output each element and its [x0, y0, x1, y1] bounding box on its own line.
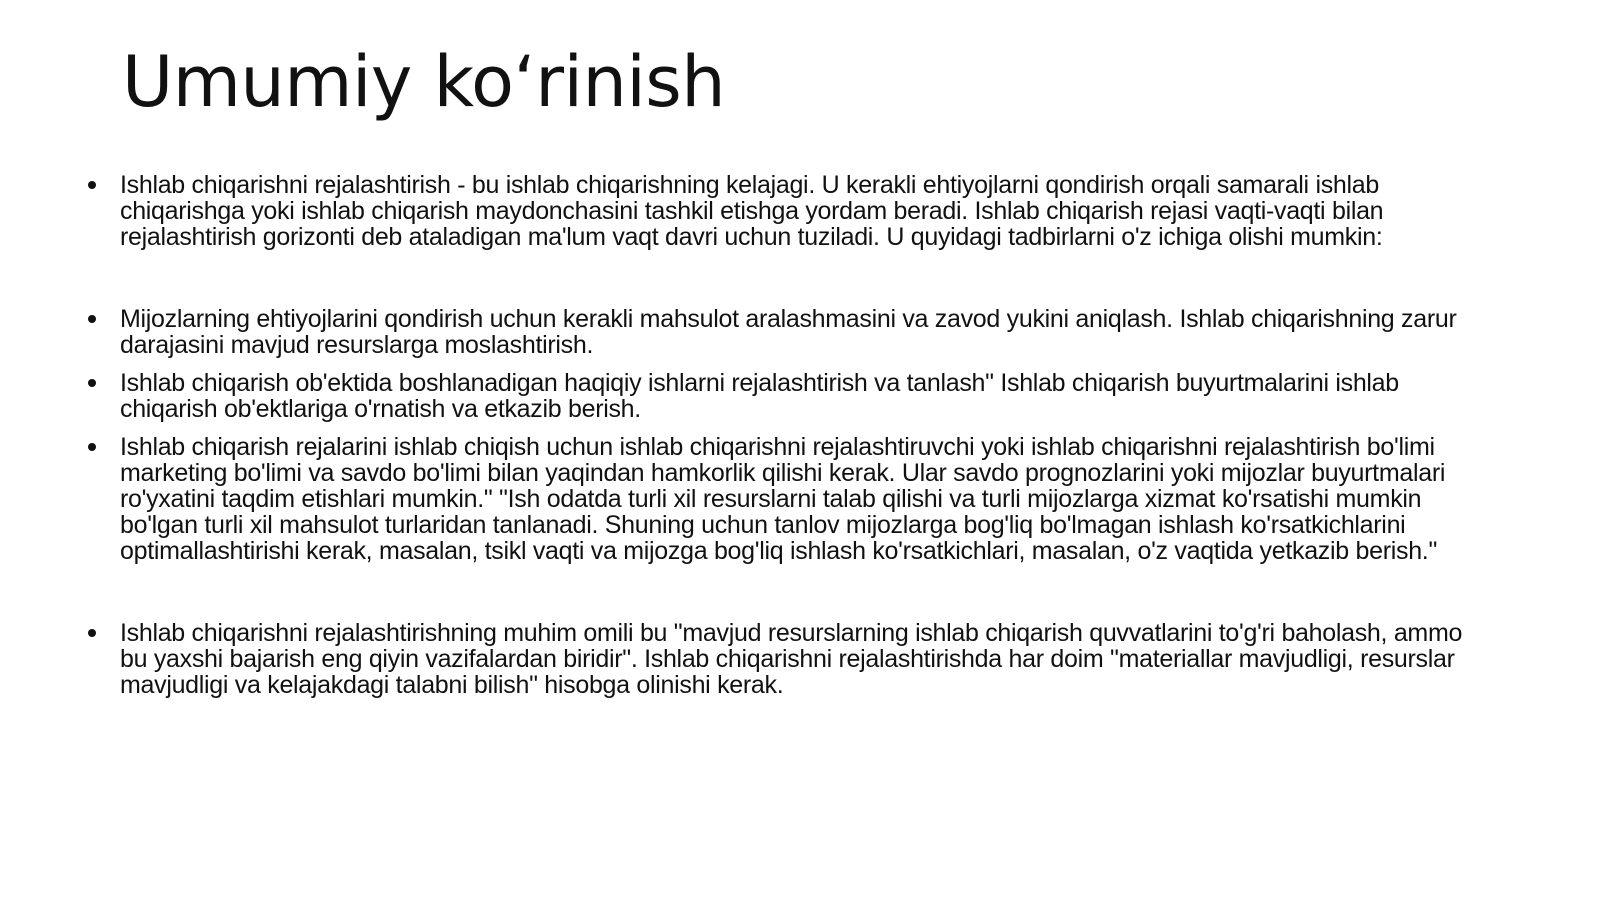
bullet-list: [88, 172, 1483, 698]
bullet-item: [88, 172, 1483, 250]
bullet-item: [88, 370, 1483, 422]
bullet-item: [88, 620, 1483, 698]
bullet-dot-icon: [88, 443, 96, 451]
bullet-text: Mijozlarning ehtiyojlarini qondirish uchun kerakli mahsulot aralashmasini va zavod yukini aniqlash. Ishlab chiqarishning zarur darajasini mavjud resurslarga moslashtirish.: [120, 305, 1457, 359]
bullet-text: Ishlab chiqarish ob'ektida boshlanadigan haqiqiy ishlarni rejalashtirish va tanlash" Ishlab chiqarish buyurtmalarini ishlab chiqarish ob'ektlariga o'rnatish va etkazib berish.: [120, 369, 1399, 423]
bullet-item: [88, 306, 1483, 358]
bullet-text: Ishlab chiqarishni rejalashtirishning muhim omili bu "mavjud resurslarning ishlab chiqarish quvvatlarini to'g'ri baholash, ammo bu yaxshi bajarish eng qiyin vazifalardan biridir". Ishlab chiqarishni rejalashtirishda har doim "materiallar mavjudligi, resurslar mavjudligi va kelajakdagi talabni bilish" hisobga olinishi kerak.: [120, 619, 1463, 699]
bullet-dot-icon: [88, 315, 96, 323]
bullet-dot-icon: [88, 379, 96, 387]
bullet-item: [88, 434, 1483, 564]
bullet-text: Ishlab chiqarish rejalarini ishlab chiqish uchun ishlab chiqarishni rejalashtiruvchi yoki ishlab chiqarishni rejalashtirish bo'limi marketing bo'limi va savdo bo'limi bilan yaqindan hamkorlik qilishi kerak. Ular savdo prognozlarini yoki mijozlar buyurtmalari ro'yxatini taqdim etishlari mumkin." "Ish odatda turli xil resurslarni talab qilishi va turli mijozlarga xizmat ko'rsatishi mumkin bo'lgan turli xil mahsulot turlaridan tanlanadi. Shuning uchun tanlov mijozlarga bog'liq bo'lmagan ishlash ko'rsatkichlarini optimallashtirishi kerak, masalan, tsikl vaqti va mijozga bog'liq ishlash ko'rsatkichlari, masalan, o'z vaqtida yetkazib berish.": [120, 433, 1446, 565]
bullet-dot-icon: [88, 629, 96, 637]
slide-title: Umumiy ko‘rinish: [122, 41, 726, 123]
bullet-dot-icon: [88, 181, 96, 189]
bullet-text: Ishlab chiqarishni rejalashtirish - bu ishlab chiqarishning kelajagi. U kerakli ehtiyojlarni qondirish orqali samarali ishlab chiqarishga yoki ishlab chiqarish maydonchasini tashkil etishga yordam beradi. Ishlab chiqarish rejasi vaqti-vaqti bilan rejalashtirish gorizonti deb ataladigan ma'lum vaqt davri uchun tuziladi. U quyidagi tadbirlarni o'z ichiga olishi mumkin:: [120, 171, 1384, 251]
